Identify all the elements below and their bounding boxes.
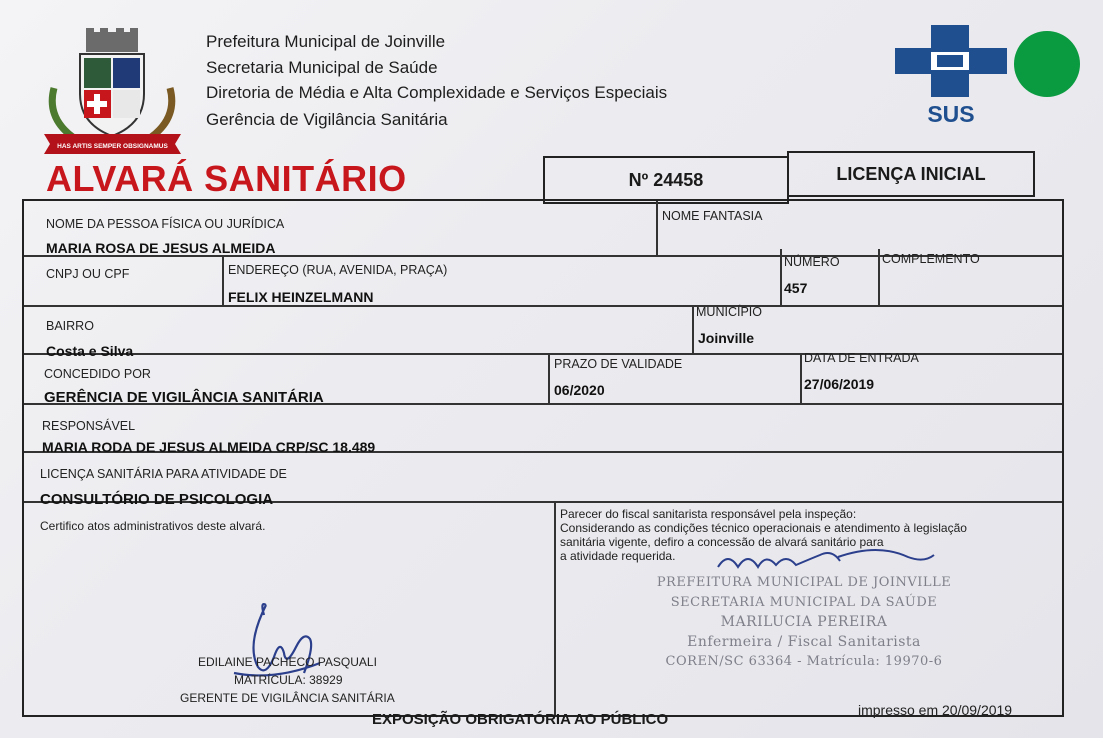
certification-text: Certifico atos administrativos deste alvará. [40,519,266,533]
data-entrada-value: 27/06/2019 [804,376,875,392]
manager-role: GERENTE DE VIGILÂNCIA SANITÁRIA [180,691,395,705]
header-line-diretoria: Diretoria de Média e Alta Complexidade e Serviços Especiais [206,83,668,102]
header-line-prefeitura: Prefeitura Municipal de Joinville [206,32,446,51]
data-entrada-label: DATA DE ENTRADA [804,351,919,365]
municipio-value: Joinville [698,330,755,346]
manager-registration: MATRÍCULA: 38929 [234,673,343,687]
stamp-line-3: MARILUCIA PEREIRA [720,614,888,630]
stamp-line-2: SECRETARIA MUNICIPAL DA SAÚDE [670,595,938,610]
license-form [22,199,1064,717]
license-type-box [787,151,1035,197]
svg-text:HAS ARTIS SEMPER OBSIGNAMUS: HAS ARTIS SEMPER OBSIGNAMUS [57,143,168,150]
nome-label: NOME DA PESSOA FÍSICA OU JURÍDICA [46,217,285,231]
endereco-value: FELIX HEINZELMANN [228,289,374,305]
endereco-label: ENDEREÇO (RUA, AVENIDA, PRAÇA) [228,263,448,277]
manager-name: EDILAINE PACHECO PASQUALI [198,655,377,669]
numero-label: NÚMERO [784,255,840,269]
stamp-line-4: Enfermeira / Fiscal Sanitarista [687,634,921,650]
sus-logo [893,22,1013,132]
responsavel-label: RESPONSÁVEL [42,419,136,433]
stamp-line-1: PREFEITURA MUNICIPAL DE JOINVILLE [656,575,952,590]
green-circle-icon [1014,31,1080,97]
joinville-coat-of-arms-logo [40,28,185,156]
parecer-line-1: Parecer do fiscal sanitarista responsável pela inspeção: [560,507,857,521]
cnpj-cpf-label: CNPJ OU CPF [46,267,130,281]
header-line-gerencia: Gerência de Vigilância Sanitária [206,110,448,129]
parecer-line-3: sanitária vigente, defiro a concessão de alvará sanitário para [560,535,884,549]
municipio-label: MUNICÍPIO [696,305,762,319]
concedido-value: GERÊNCIA DE VIGILÂNCIA SANITÁRIA [44,389,324,406]
nome-value: MARIA ROSA DE JESUS ALMEIDA [46,240,276,256]
exposicao-obrigatoria: EXPOSIÇÃO OBRIGATÓRIA AO PÚBLICO [372,711,669,728]
atividade-value: CONSULTÓRIO DE PSICOLOGIA [40,491,274,508]
responsavel-value: MARIA RODA DE JESUS ALMEIDA CRP/SC 18.489 [42,439,376,455]
nome-fantasia-label: NOME FANTASIA [662,209,763,223]
stamp-line-5: COREN/SC 63364 - Matrícula: 19970-6 [665,654,943,669]
atividade-label: LICENÇA SANITÁRIA PARA ATIVIDADE DE [40,467,287,481]
impresso-date: impresso em 20/09/2019 [858,702,1013,718]
complemento-label: COMPLEMENTO [882,252,980,266]
license-number-box [543,156,789,204]
svg-text:SUS: SUS [927,101,975,127]
document-title: ALVARÁ SANITÁRIO [46,158,407,199]
license-type: LICENÇA INICIAL [836,163,986,184]
prazo-validade-label: PRAZO DE VALIDADE [554,357,683,371]
bairro-label: BAIRRO [46,319,94,333]
header-line-secretaria: Secretaria Municipal de Saúde [206,58,438,77]
concedido-label: CONCEDIDO POR [44,367,151,381]
parecer-line-2: Considerando as condições técnico operacionais e atendimento à legislação [560,521,967,535]
numero-value: 457 [784,280,808,296]
bairro-value: Costa e Silva [46,343,134,359]
parecer-line-4: a atividade requerida. [560,549,676,563]
license-number: Nº 24458 [628,169,704,190]
prazo-validade-value: 06/2020 [554,382,605,398]
